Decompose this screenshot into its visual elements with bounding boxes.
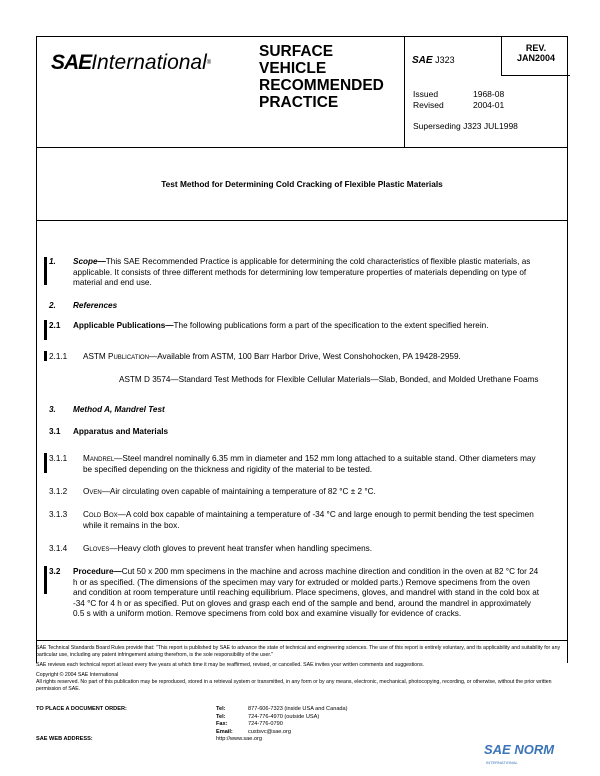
tel2-value: 724-776-4970 (outside USA)	[248, 713, 320, 720]
section-number: 3.	[49, 405, 56, 414]
change-bar	[44, 453, 47, 473]
tel-label: Tel:	[216, 706, 226, 712]
section-astm-publication	[83, 352, 543, 363]
section-heading: Gloves	[83, 544, 110, 553]
section-heading: ASTM Publication	[83, 352, 150, 361]
section-text: This SAE Recommended Practice is applicable for determining the cold characteristics of flexible plastic materials, as applicable. It consists of three different methods for determining low temperature properties of materials depending on type of material and end use.	[73, 257, 531, 287]
issue-dates	[413, 89, 505, 111]
tel-value: 877-606-7323 (inside USA and Canada)	[248, 706, 348, 712]
section-gloves	[83, 544, 543, 555]
section-text: —Heavy cloth gloves to prevent heat transfer when handling specimens.	[109, 544, 372, 553]
footer-review: SAE reviews each technical report at least every five years at which time it may be reaffirmed, revised, or cancelled. SAE invites your written comments and suggestions.	[36, 662, 424, 668]
sae-international-logo	[51, 51, 211, 75]
section-heading: Applicable Publications—	[73, 321, 174, 330]
section-heading: Apparatus and Materials	[73, 427, 169, 436]
section-number: 1.	[49, 257, 56, 266]
section-number: 3.1.4	[49, 544, 68, 553]
header-divider	[404, 37, 405, 147]
revision-box	[501, 37, 570, 76]
document-header	[36, 36, 568, 148]
astm-reference: ASTM D 3574—Standard Test Methods for Flexible Cellular Materials—Slab, Bonded, and Molded Urethane Foams	[119, 375, 539, 384]
section-scope	[73, 257, 543, 289]
section-heading: Method A, Mandrel Test	[73, 405, 165, 414]
section-number: 3.1.3	[49, 510, 68, 519]
section-text: —Available from ASTM, 100 Barr Harbor Drive, West Conshohocken, PA 19428-2959.	[149, 352, 461, 361]
section-text: —Air circulating oven capable of maintaining a temperature of 82 °C ± 2 °C.	[101, 487, 376, 496]
footer-rights: All rights reserved. No part of this publication may be reproduced, stored in a retrieval system or transmitted, in any form or by any means, electronic, mechanical, photocopying, recording, or otherwise, without the prior written permission of SAE.	[36, 679, 552, 692]
change-bar	[44, 320, 47, 340]
section-heading: References	[73, 301, 118, 310]
document-type-line: RECOMMENDED	[259, 77, 384, 94]
rev-value: JAN2004	[516, 53, 556, 63]
web-label: SAE WEB ADDRESS:	[36, 736, 93, 742]
change-bar	[44, 257, 47, 285]
section-procedure	[73, 567, 543, 620]
section-text: The following publications form a part of the specification to the extent specified herein.	[173, 321, 489, 330]
section-text: —Steel mandrel nominally 6.35 mm in diameter and 152 mm long attached to a suitable stand. Other diameters may be specified depending on the thickness and rigidity of the material to be tested.	[83, 454, 536, 474]
contact-block	[36, 706, 568, 744]
section-number: 3.2	[49, 567, 61, 576]
section-number: 2.1	[49, 321, 61, 330]
section-cold-box	[83, 510, 543, 531]
superseding-note: Superseding J323 JUL1998	[413, 121, 518, 131]
logo-sae: SAE	[51, 51, 92, 74]
web-address-link[interactable]: http://www.sae.org	[216, 736, 263, 742]
section-text: —A cold box capable of maintaining a temperature of -34 °C and large enough to permit bending the test specimen while it remains in the box.	[83, 510, 534, 530]
section-number: 2.1.1	[49, 352, 68, 361]
document-type-line: VEHICLE	[259, 60, 327, 77]
footer-divider	[36, 640, 568, 641]
email-value[interactable]: custsvc@sae.org	[248, 728, 291, 735]
document-type-line: PRACTICE	[259, 94, 339, 111]
section-number: 2.	[49, 301, 56, 310]
document-number	[412, 55, 455, 66]
document-page	[36, 36, 568, 663]
section-mandrel	[83, 454, 543, 475]
doc-number-value: J323	[435, 55, 455, 65]
change-bar	[44, 351, 47, 361]
fax-value: 724-776-0790	[248, 721, 283, 727]
section-heading: Cold Box	[83, 510, 118, 519]
document-body	[36, 221, 568, 663]
logo-trademark: ®	[206, 60, 212, 66]
document-type	[259, 43, 384, 111]
email-label: Email:	[216, 728, 233, 735]
title-box	[36, 148, 568, 221]
issued-value: 1968-08	[473, 89, 505, 99]
legal-footer	[36, 645, 568, 696]
footer-rules: SAE Technical Standards Board Rules provide that: "This report is published by SAE to advance the state of technical and engineering sciences. The use of this report is entirely voluntary, and its applicability and suitability for any particular use, including any patent infringement arising therefrom, is the sole responsibility of the user."	[36, 645, 561, 658]
section-number: 3.1.2	[49, 487, 68, 496]
footer-copyright: Copyright © 2004 SAE International	[36, 672, 119, 678]
sae-norm-stamp-sub: INTERNATIONAL	[486, 760, 518, 765]
rev-label: REV.	[525, 43, 547, 53]
section-heading: Procedure—	[73, 567, 122, 576]
section-heading: Mandrel	[83, 454, 115, 463]
revised-value: 2004-01	[473, 100, 505, 110]
tel2-label: Tel:	[216, 713, 226, 720]
logo-international: International	[91, 51, 207, 74]
doc-prefix: SAE	[412, 55, 433, 66]
revised-label: Revised	[413, 100, 444, 110]
section-text: Cut 50 x 200 mm specimens in the machine and across machine direction and condition in the oven at 82 °C for 24 h or as specified. (The dimensions of the specimen may vary for extruded or molded parts.) Remove specimens from the oven and condition at room temperature until reaching equilibrium. Place specimens, gloves, and mandrel with stand in the cold box at -34 °C for 4 h or as specified. Put on gloves and grasp each end of the sample and bend, around the mandrel in approximately 0.5 s with a uniform motion. Remove specimens from cold box and examine visually for evidence of cracks.	[73, 567, 540, 618]
document-type-line: SURFACE	[259, 43, 334, 60]
change-bar	[44, 566, 47, 594]
section-heading: Scope—	[73, 257, 106, 266]
document-title: Test Method for Determining Cold Cracking of Flexible Plastic Materials	[161, 179, 443, 189]
sae-norm-stamp: SAE NORM	[484, 742, 555, 757]
section-number: 3.1	[49, 427, 61, 436]
section-applicable-publications	[73, 321, 543, 332]
section-heading: Oven	[83, 487, 102, 496]
issued-label: Issued	[413, 89, 439, 99]
order-label: TO PLACE A DOCUMENT ORDER:	[36, 706, 127, 712]
fax-label: Fax:	[216, 721, 228, 727]
section-oven	[83, 487, 543, 498]
section-number: 3.1.1	[49, 454, 68, 463]
